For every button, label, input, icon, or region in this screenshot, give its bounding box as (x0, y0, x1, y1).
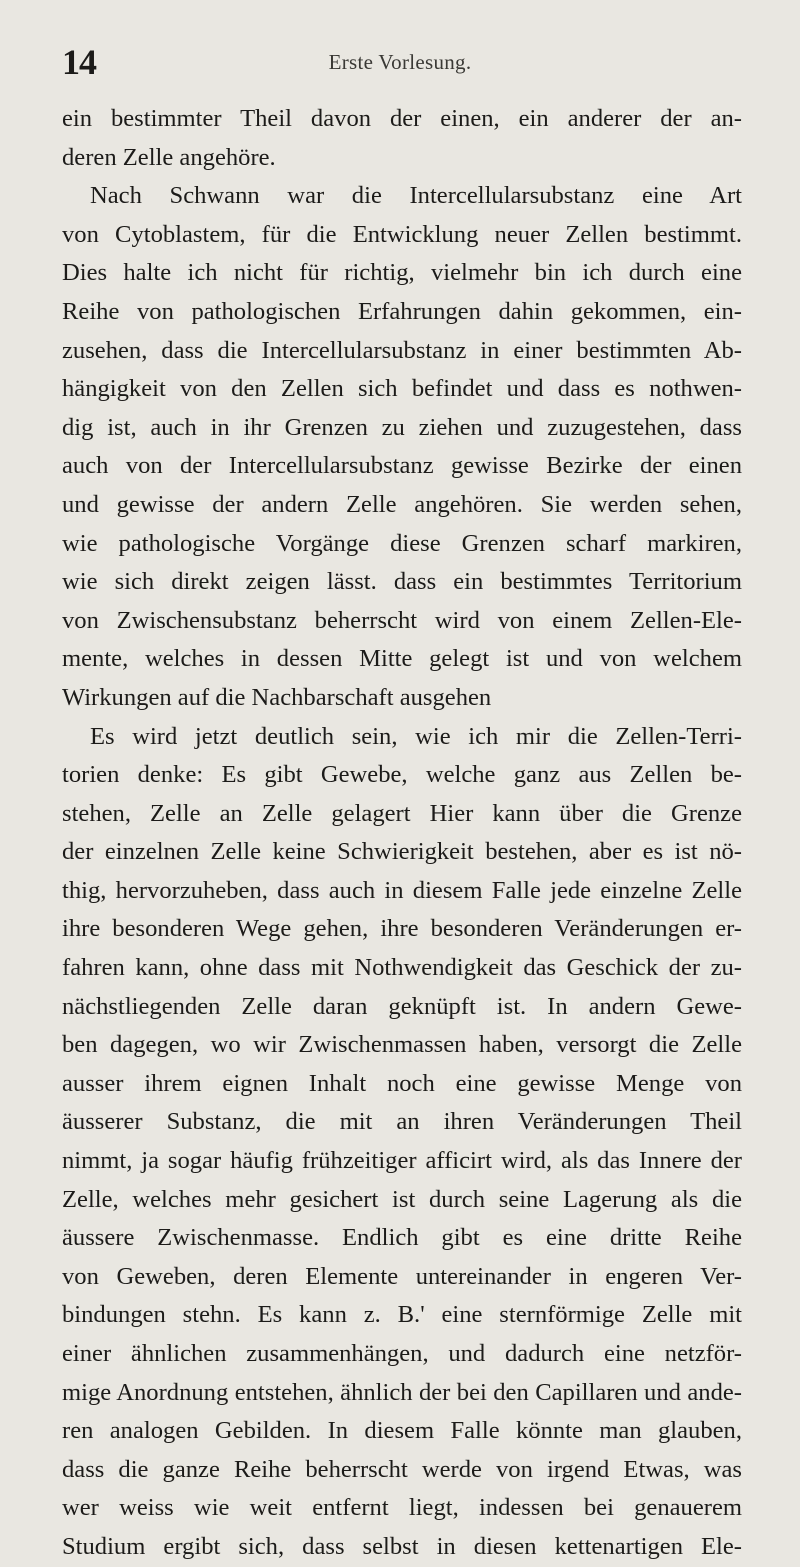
text-line: Nach Schwann war die Intercellularsubstanz eine Art (90, 182, 742, 210)
text-line: Dies halte ich nicht für richtig, vielmehr bin ich durch eine (62, 259, 742, 287)
text-line: auch von der Intercellularsubstanz gewisse Bezirke der einen (62, 452, 742, 480)
text-line: dass die ganze Reihe beherrscht werde von irgend Etwas, was (62, 1455, 742, 1483)
text-line: Wirkungen auf die Nachbarschaft ausgehen (62, 683, 492, 711)
text-line: ein bestimmter Theil davon der einen, ein anderer der an- (62, 105, 742, 132)
body-text (62, 100, 742, 1567)
text-line: wie sich direkt zeigen lässt. dass ein bestimmtes Territorium (62, 568, 742, 596)
text-line: Reihe von pathologischen Erfahrungen dahin gekommen, ein- (62, 297, 742, 325)
text-line: ihre besonderen Wege gehen, ihre besonderen Veränderungen er- (62, 915, 742, 943)
text-line: wie pathologische Vorgänge diese Grenzen scharf markiren, (62, 529, 742, 557)
page-number: 14 (62, 42, 96, 82)
text-line: Zelle, welches mehr gesichert ist durch seine Lagerung als die (62, 1185, 742, 1213)
text-line: bindungen stehn. Es kann z. B.' eine sternförmige Zelle mit (62, 1301, 742, 1329)
text-line: der einzelnen Zelle keine Schwierigkeit bestehen, aber es ist nö- (62, 838, 742, 866)
page-header (62, 42, 738, 82)
text-line: von Zwischensubstanz beherrscht wird von einem Zellen-Ele- (62, 606, 742, 634)
text-line: äussere Zwischenmasse. Endlich gibt es eine dritte Reihe (62, 1224, 742, 1252)
text-line: nimmt, ja sogar häufig frühzeitiger afficirt wird, als das Innere der (62, 1147, 742, 1175)
text-line: äusserer Substanz, die mit an ihren Veränderungen Theil (62, 1108, 742, 1136)
text-line: einer ähnlichen zusammenhängen, und dadurch eine netzför- (62, 1340, 742, 1367)
text-line: wer weiss wie weit entfernt liegt, indessen bei genauerem (62, 1494, 742, 1522)
running-head: Erste Vorlesung. (328, 50, 472, 74)
text-line: Studium ergibt sich, dass selbst in diesen kettenartigen Ele- (62, 1532, 742, 1560)
text-line: mige Anordnung entstehen, ähnlich der bei den Capillaren und ande- (62, 1378, 742, 1406)
text-line: ben dagegen, wo wir Zwischenmassen haben, versorgt die Zelle (62, 1031, 742, 1059)
text-line: von Cytoblastem, für die Entwicklung neuer Zellen bestimmt. (62, 220, 742, 248)
text-line: deren Zelle angehöre. (62, 143, 276, 171)
text-line: nächstliegenden Zelle daran geknüpft ist. In andern Gewe- (62, 992, 742, 1020)
text-line: hängigkeit von den Zellen sich befindet und dass es nothwen- (62, 375, 742, 403)
text-line: dig ist, auch in ihr Grenzen zu ziehen und zuzugestehen, dass (62, 413, 742, 441)
text-line: von Geweben, deren Elemente untereinander in engeren Ver- (62, 1262, 742, 1290)
text-line: stehen, Zelle an Zelle gelagert Hier kann über die Grenze (62, 799, 742, 827)
text-line: ausser ihrem eignen Inhalt noch eine gewisse Menge von (62, 1069, 742, 1097)
text-line: fahren kann, ohne dass mit Nothwendigkeit das Geschick der zu- (62, 954, 742, 982)
text-line: thig, hervorzuheben, dass auch in diesem Falle jede einzelne Zelle (62, 876, 742, 904)
text-line: ren analogen Gebilden. In diesem Falle könnte man glauben, (62, 1417, 742, 1445)
text-line: zusehen, dass die Intercellularsubstanz in einer bestimmten Ab- (62, 336, 742, 364)
text-line: torien denke: Es gibt Gewebe, welche ganz aus Zellen be- (62, 761, 742, 789)
text-line: mente, welches in dessen Mitte gelegt ist und von welchem (62, 645, 742, 673)
text-line: und gewisse der andern Zelle angehören. Sie werden sehen, (62, 490, 742, 518)
text-line: Es wird jetzt deutlich sein, wie ich mir die Zellen-Terri- (90, 722, 742, 750)
